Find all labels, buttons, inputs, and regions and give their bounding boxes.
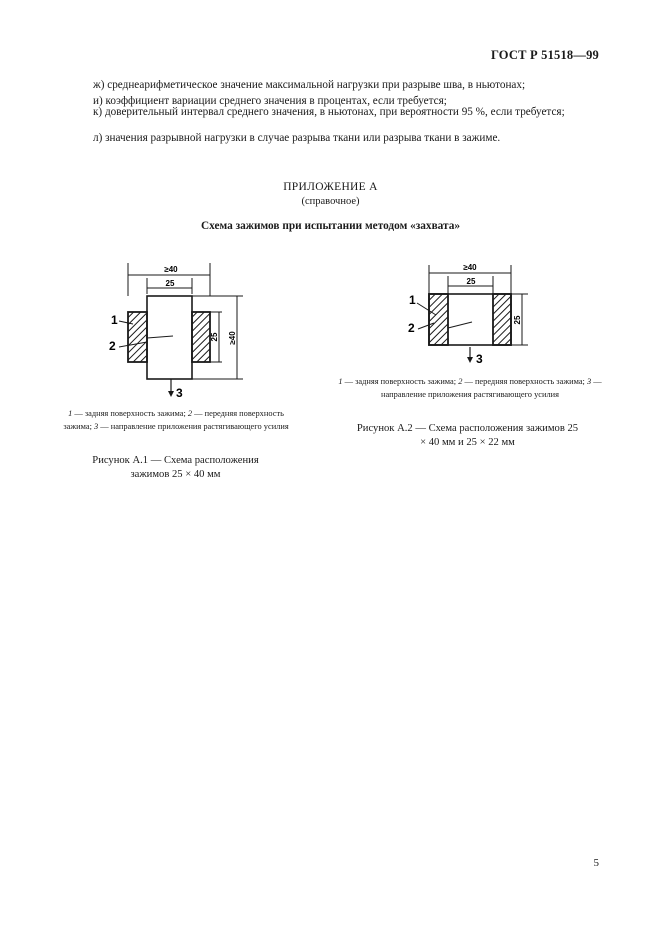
dim-height-label: 25 bbox=[513, 315, 522, 325]
figure-a2-legend: 1 — задняя поверхность зажима; 2 — передняя поверхность зажима; 3 — направление приложения растягивающего усилия bbox=[338, 377, 602, 399]
clamp-back bbox=[429, 294, 448, 345]
dim-height-label: ≥40 bbox=[228, 331, 237, 345]
label-2: 2 bbox=[109, 339, 116, 353]
appendix-title: ПРИЛОЖЕНИЕ А bbox=[283, 181, 378, 193]
label-1: 1 bbox=[111, 313, 118, 327]
label-3: 3 bbox=[476, 352, 483, 366]
clamp-back bbox=[128, 312, 147, 362]
dim-inner-label: 25 bbox=[165, 279, 175, 288]
leader-line bbox=[448, 322, 472, 328]
figure-a1-diagram bbox=[95, 258, 255, 403]
list-item-zh: ж) среднеарифметическое значение максимальной нагрузки при разрыве шва, в ньютонах; bbox=[93, 79, 526, 91]
document-header: ГОСТ Р 51518—99 bbox=[490, 48, 599, 62]
page-number: 5 bbox=[593, 857, 599, 869]
dim-inner-label: 25 bbox=[466, 277, 476, 286]
figure-a2-diagram bbox=[400, 258, 540, 368]
clamp-front bbox=[192, 312, 210, 362]
dim-width-label: ≥40 bbox=[463, 263, 477, 272]
appendix-subtitle: (справочное) bbox=[301, 196, 360, 207]
figure-a1-caption: Рисунок А.1 — Схема расположения зажимов 25 × 40 мм bbox=[92, 455, 259, 480]
label-1: 1 bbox=[409, 293, 416, 307]
arrow-down-icon bbox=[467, 357, 473, 363]
dim-clamp-label: 25 bbox=[210, 332, 219, 342]
dim-width-label: ≥40 bbox=[164, 265, 178, 274]
list-item-l: л) значения разрывной нагрузки в случае разрыва ткани или разрыва ткани в зажиме. bbox=[93, 132, 501, 144]
leader-line bbox=[147, 336, 173, 338]
list-item-i: и) коэффициент вариации среднего значения в процентах, если требуется; bbox=[93, 95, 447, 107]
list-item-k: к) доверительный интервал среднего значения, в ньютонах, при вероятности 95 %, если требуется; bbox=[93, 106, 565, 118]
figure-a1-legend: 1 — задняя поверхность зажима; 2 — передняя поверхность зажима; 3 — направление приложения растягивающего усилия bbox=[63, 409, 289, 431]
clamp-front bbox=[493, 294, 511, 345]
figure-a2-caption: Рисунок А.2 — Схема расположения зажимов 25 × 40 мм и 25 × 22 мм bbox=[356, 423, 579, 448]
label-2: 2 bbox=[408, 321, 415, 335]
label-3: 3 bbox=[176, 386, 183, 400]
arrow-down-icon bbox=[168, 391, 174, 397]
scheme-title: Схема зажимов при испытании методом «захвата» bbox=[200, 220, 461, 232]
